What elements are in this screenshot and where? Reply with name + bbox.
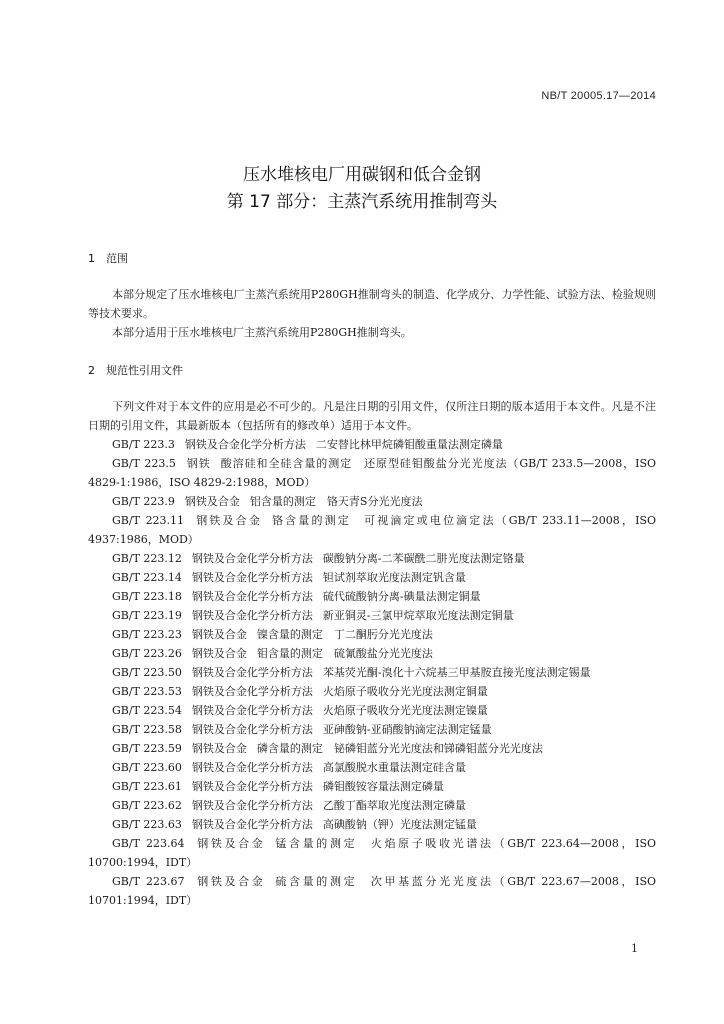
- reference-part: 钢铁及合金: [191, 647, 247, 660]
- reference-method: 碳酸钠分离-二苯碳酰二肼光度法测定铬量: [322, 552, 525, 565]
- section-2-number: 2: [88, 364, 95, 377]
- reference-method: 二安替比林甲烷磷钼酸重量法测定磷量: [315, 438, 503, 451]
- reference-part: 钢铁及合金化学分析方法: [191, 590, 313, 603]
- reference-code: GB/T 223.58: [112, 723, 182, 736]
- reference-code: GB/T 223.61: [112, 780, 182, 793]
- normative-intro: 下列文件对于本文件的应用是必不可少的。凡是注日期的引用文件，仅所注日期的版本适用于本文件。凡是不注日期的引用文件，其最新版本（包括所有的修改单）适用于本文件。: [88, 400, 656, 432]
- reference-part: 钢铁: [185, 457, 211, 470]
- reference-method: 苯基荧光酮-溴化十六烷基三甲基胺直接光度法测定锡量: [322, 666, 591, 679]
- reference-method: 乙酸丁酯萃取光度法测定磷量: [322, 799, 466, 812]
- scope-paragraph-2: 本部分适用于压水堆核电厂主蒸汽系统用P280GH推制弯头。: [112, 326, 412, 339]
- reference-method: 高氯酸脱水重量法测定硅含量: [322, 761, 466, 774]
- section-2-heading: [88, 362, 183, 378]
- section-1-number: 1: [88, 252, 95, 265]
- reference-code: GB/T 223.18: [112, 590, 182, 603]
- reference-code: GB/T 223.11: [112, 514, 185, 527]
- reference-part: 钢铁及合金化学分析方法: [184, 438, 306, 451]
- reference-item: [88, 834, 656, 872]
- reference-method: 新亚铜灵-三氯甲烷萃取光度法测定铜量: [322, 609, 514, 622]
- reference-item: [88, 720, 656, 739]
- reference-method: 铝含量的测定 铬天青S分光光度法: [249, 495, 423, 508]
- reference-item: [88, 625, 656, 644]
- reference-item: [88, 644, 656, 663]
- reference-code: GB/T 223.5: [112, 457, 176, 470]
- reference-list: [88, 435, 656, 910]
- reference-part: 钢铁及合金化学分析方法: [191, 818, 313, 831]
- document-title: 压水堆核电厂用碳钢和低合金钢: [243, 165, 481, 185]
- reference-code: GB/T 223.50: [112, 666, 182, 679]
- reference-part: 钢铁及合金化学分析方法: [191, 552, 313, 565]
- reference-code: GB/T 223.19: [112, 609, 182, 622]
- reference-code: GB/T 223.62: [112, 799, 182, 812]
- reference-item: [88, 796, 656, 815]
- reference-code: GB/T 223.9: [112, 495, 175, 508]
- reference-method: 高碘酸钠（钾）光度法测定锰量: [322, 818, 477, 831]
- reference-code: GB/T 223.59: [112, 742, 182, 755]
- reference-item: [88, 815, 656, 834]
- reference-method: 铬含量的测定 可视滴定或电位滴定法（GB/T 233.11—2008，ISO 4937:1986，MOD）: [88, 514, 656, 546]
- reference-item: [88, 511, 656, 549]
- reference-method: 磷钼酸铵容量法测定磷量: [322, 780, 444, 793]
- reference-part: 钢铁及合金: [194, 837, 266, 850]
- reference-item: [88, 682, 656, 701]
- standard-code: NB/T 20005.17—2014: [541, 90, 656, 102]
- reference-part: 钢铁及合金化学分析方法: [191, 685, 313, 698]
- reference-item: [88, 568, 656, 587]
- reference-item: [88, 606, 656, 625]
- reference-item: [88, 663, 656, 682]
- reference-method: 钽试剂萃取光度法测定钒含量: [322, 571, 466, 584]
- reference-item: [88, 587, 656, 606]
- reference-method: 锰含量的测定 火焰原子吸收光谱法（GB/T 223.64—2008，ISO 10700:1994，IDT）: [88, 837, 656, 869]
- reference-item: [88, 872, 656, 910]
- reference-item: [88, 777, 656, 796]
- reference-item: [88, 454, 656, 492]
- reference-item: [88, 435, 656, 454]
- reference-code: GB/T 223.60: [112, 761, 182, 774]
- reference-code: GB/T 223.67: [112, 875, 185, 888]
- reference-part: 钢铁及合金: [191, 742, 247, 755]
- reference-code: GB/T 223.12: [112, 552, 182, 565]
- reference-part: 钢铁及合金: [191, 628, 247, 641]
- reference-part: 钢铁及合金化学分析方法: [191, 666, 313, 679]
- reference-item: [88, 492, 656, 511]
- reference-part: 钢铁及合金化学分析方法: [191, 609, 313, 622]
- reference-part: 钢铁及合金化学分析方法: [191, 780, 313, 793]
- reference-method: 火焰原子吸收分光光度法测定铜量: [322, 685, 488, 698]
- reference-item: [88, 758, 656, 777]
- reference-part: 钢铁及合金化学分析方法: [191, 723, 313, 736]
- reference-part: 钢铁及合金化学分析方法: [191, 761, 313, 774]
- reference-part: 钢铁及合金: [184, 495, 240, 508]
- reference-part: 钢铁及合金: [194, 875, 266, 888]
- reference-code: GB/T 223.53: [112, 685, 182, 698]
- reference-method: 磷含量的测定 铋磷钼蓝分光光度法和锑磷钼蓝分光光度法: [256, 742, 543, 755]
- reference-part: 钢铁及合金化学分析方法: [191, 799, 313, 812]
- reference-item: [88, 739, 656, 758]
- page-number: 1: [631, 942, 638, 955]
- reference-method: 酸溶硅和全硅含量的测定 还原型硅钼酸盐分光光度法（GB/T 233.5—2008，ISO 4829-1:1986，ISO 4829-2:1988，MOD）: [88, 457, 657, 489]
- reference-method: 钼含量的测定 硫氰酸盐分光光度法: [256, 647, 433, 660]
- document-subtitle: 第 17 部分：主蒸汽系统用推制弯头: [226, 192, 498, 212]
- section-1-heading: [88, 250, 128, 266]
- reference-part: 钢铁及合金化学分析方法: [191, 571, 313, 584]
- reference-code: GB/T 223.63: [112, 818, 182, 831]
- reference-code: GB/T 223.64: [112, 837, 185, 850]
- reference-method: 硫含量的测定 次甲基蓝分光光度法（GB/T 223.67—2008，ISO 10701:1994，IDT）: [88, 875, 656, 907]
- reference-item: [88, 701, 656, 720]
- reference-code: GB/T 223.3: [112, 438, 175, 451]
- reference-item: [88, 549, 656, 568]
- reference-part: 钢铁及合金化学分析方法: [191, 704, 313, 717]
- reference-method: 硫代硫酸钠分离-碘量法测定铜量: [322, 590, 481, 603]
- reference-code: GB/T 223.26: [112, 647, 182, 660]
- reference-code: GB/T 223.54: [112, 704, 182, 717]
- reference-code: GB/T 223.23: [112, 628, 182, 641]
- scope-paragraph-1: 本部分规定了压水堆核电厂主蒸汽系统用P280GH推制弯头的制造、化学成分、力学性能、试验方法、检验规则等技术要求。: [88, 288, 656, 320]
- reference-code: GB/T 223.14: [112, 571, 182, 584]
- section-1-title: 范围: [106, 252, 128, 265]
- reference-method: 亚砷酸钠-亚硝酸钠滴定法测定锰量: [322, 723, 492, 736]
- section-2-title: 规范性引用文件: [106, 364, 183, 377]
- reference-method: 镍含量的测定 丁二酮肟分光光度法: [256, 628, 433, 641]
- reference-part: 钢铁及合金: [194, 514, 262, 527]
- reference-method: 火焰原子吸收分光光度法测定镍量: [322, 704, 488, 717]
